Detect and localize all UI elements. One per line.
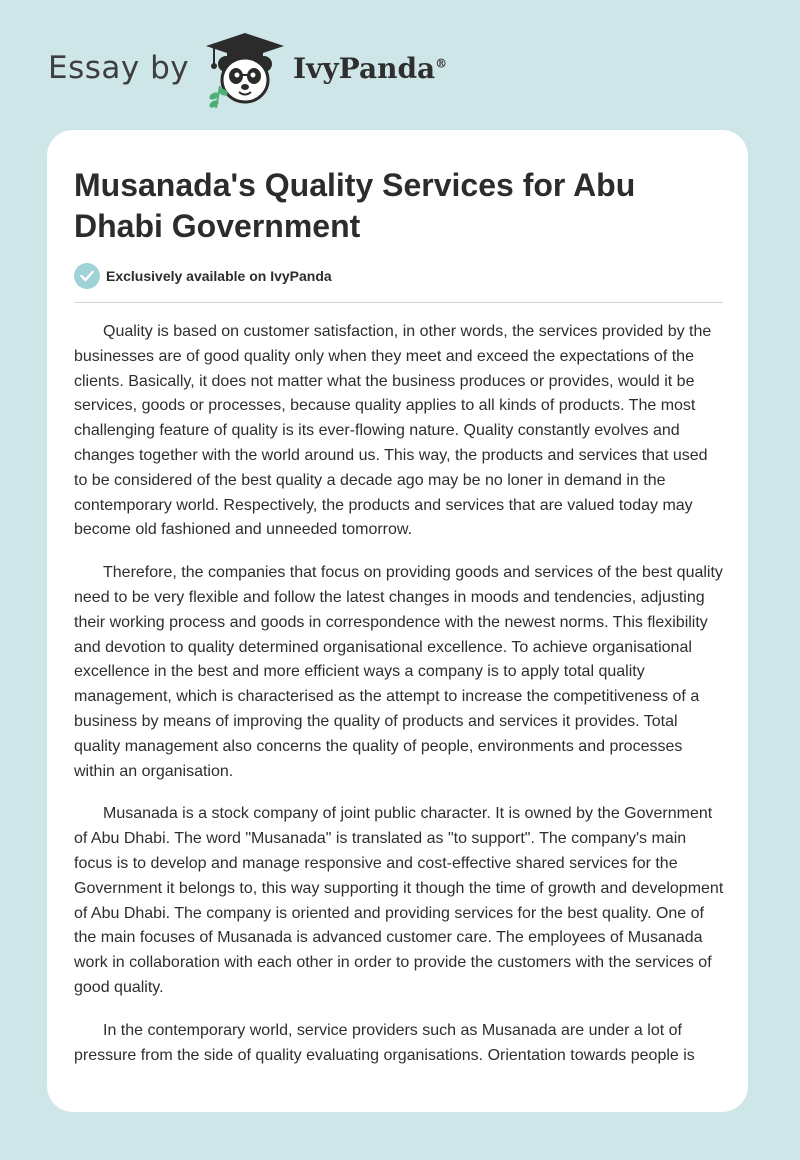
- brand-header: [48, 30, 468, 110]
- brand-name: [293, 52, 447, 85]
- brand-name-text: IvyPanda: [293, 52, 436, 85]
- paragraph: In the contemporary world, service providers such as Musanada are under a lot of pressure from the side of quality evaluating organisations. Orientation towards people is: [74, 1021, 695, 1064]
- paragraph: Musanada is a stock company of joint public character. It is owned by the Government of Abu Dhabi. The word "Musanada" is translated as "to support". The company's main focus is to develop and manage responsive and cost-effective shared services for the Government it belongs to, this way supporting it though the time of growth and development of Abu Dhabi. The company is oriented and providing services for the best quality. One of the main focuses of Musanada is advanced customer care. The employees of Musanada work in collaboration with each other in order to provide the customers with the services of good quality.: [74, 805, 724, 996]
- registered-mark: ®: [435, 56, 448, 71]
- brand-prefix: Essay by: [48, 50, 190, 86]
- panda-logo-icon: [202, 30, 288, 110]
- divider: [74, 302, 723, 303]
- essay-body: [74, 320, 724, 1086]
- exclusive-badge-text: Exclusively available on IvyPanda: [106, 268, 332, 284]
- paragraph: Therefore, the companies that focus on providing goods and services of the best quality need to be very flexible and follow the latest changes in moods and tendencies, adjusting their working process and goods in correspondence with the newest norms. This flexibility and devotion to quality determined organisational excellence. To achieve organisational excellence in the best and more efficient ways a company is to apply total quality management, which is characterised as the attempt to increase the competitiveness of a business by means of improving the quality of products and services it provides. Total quality management also concerns the quality of people, environments and processes within an organisation.: [74, 564, 723, 780]
- check-circle-icon: [74, 263, 100, 289]
- paragraph: Quality is based on customer satisfaction, in other words, the services provided by the businesses are of good quality only when they meet and exceed the expectations of the clients. Basically, it does not matter what the business produces or provides, would it be services, goods or processes, because quality applies to all kinds of products. The most challenging feature of quality is its ever-flowing nature. Quality constantly evolves and changes together with the world around us. This way, the products and services that used to be considered of the best quality a decade ago may be no loner in demand in the contemporary world. Respectively, the products and services that are valued today may become old fashioned and unneeded tomorrow.: [74, 323, 712, 539]
- exclusive-badge: [74, 263, 332, 289]
- essay-card: [47, 130, 748, 1112]
- page-title: Musanada's Quality Services for Abu Dhabi Government: [74, 167, 636, 244]
